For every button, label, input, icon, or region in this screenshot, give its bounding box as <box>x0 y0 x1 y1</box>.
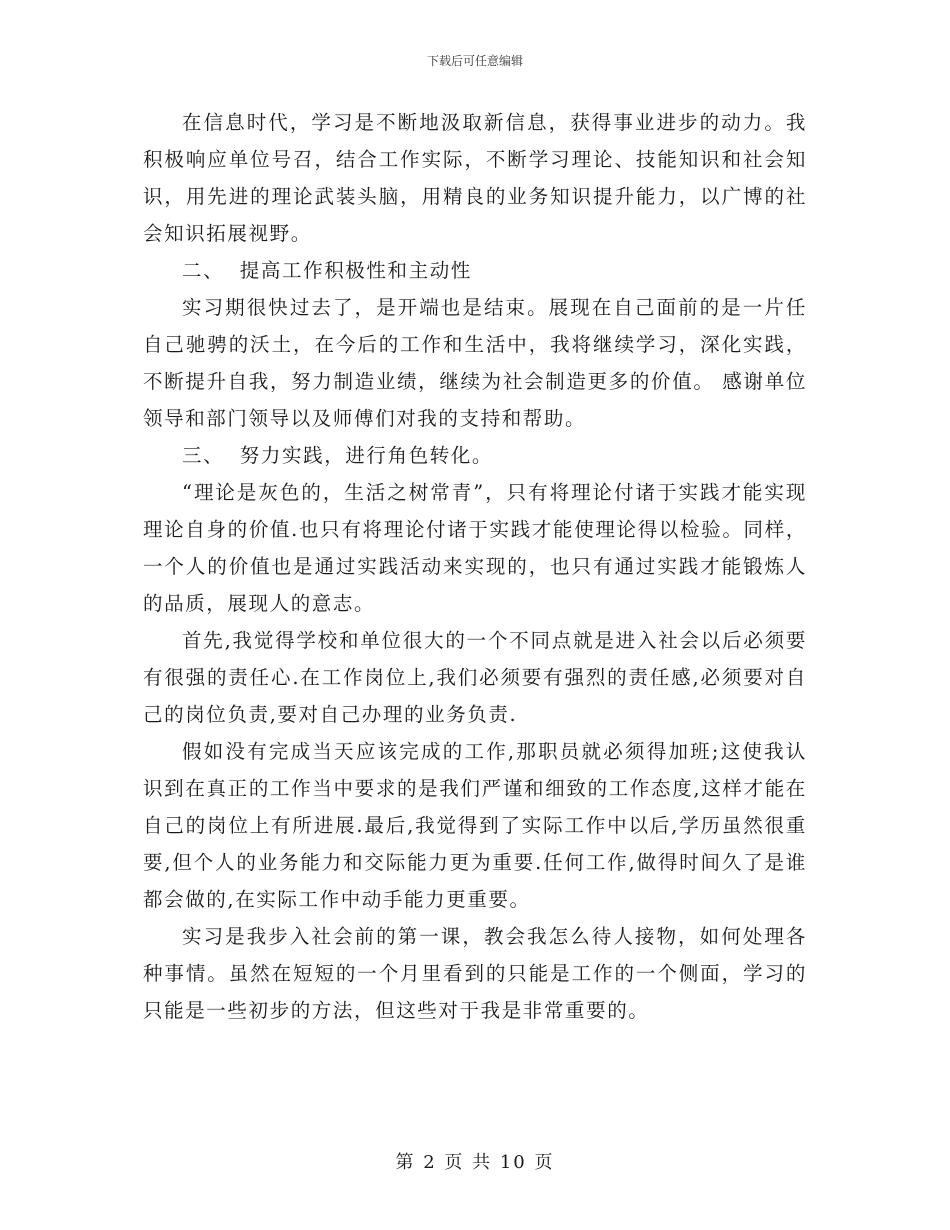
paragraph-overtime: 假如没有完成当天应该完成的工作,那职员就必须得加班;这使我认识到在真正的工作当中要求的是我们严谨和细致的工作态度,这样才能在自己的岗位上有所进展.最后,我觉得到了实际工作中以后,学历虽然很重要,但个人的业务能力和交际能力更为重要.任何工作,做得时间久了是谁都会做的,在实际工作中动手能力更重要。 <box>143 740 807 911</box>
page-number: 第 2 页 共 10 页 <box>395 1152 555 1173</box>
paragraph-first-lesson: 实习是我步入社会前的第一课，教会我怎么待人接物，如何处理各种事情。虽然在短短的一个月里看到的只能是工作的一个侧面，学习的只能是一些初步的方法，但这些对于我是非常重要的。 <box>143 925 807 1022</box>
paragraph-internship-end: 实习期很快过去了，是开端也是结束。展现在自己面前的是一片任自己驰骋的沃土，在今后的工作和生活中，我将继续学习，深化实践，不断提升自我，努力制造业绩，继续为社会制造更多的价值。 感谢单位领导和部门领导以及师傅们对我的支持和帮助。 <box>143 296 807 430</box>
page-header: 下载后可任意编辑 <box>426 54 523 68</box>
document-body <box>143 104 807 1029</box>
section-heading-two: 二、 提高工作积极性和主动性 <box>182 259 472 282</box>
paragraph-theory-practice: “理论是灰色的，生活之树常青”，只有将理论付诸于实践才能实现理论自身的价值.也只有将理论付诸于实践才能使理论得以检验。同样，一个人的价值也是通过实践活动来实现的，也只有通过实践才能锻炼人的品质，展现人的意志。 <box>143 481 807 615</box>
paragraph-responsibility: 首先,我觉得学校和单位很大的一个不同点就是进入社会以后必须要有很强的责任心.在工作岗位上,我们必须要有强烈的责任感,必须要对自己的岗位负责,要对自己办理的业务负责. <box>143 629 807 726</box>
section-heading-three: 三、 努力实践，进行角色转化。 <box>182 444 493 467</box>
paragraph-info-age: 在信息时代，学习是不断地汲取新信息，获得事业进步的动力。我积极响应单位号召，结合工作实际，不断学习理论、技能知识和社会知识，用先进的理论武装头脑，用精良的业务知识提升能力，以广博的社会知识拓展视野。 <box>143 111 807 245</box>
